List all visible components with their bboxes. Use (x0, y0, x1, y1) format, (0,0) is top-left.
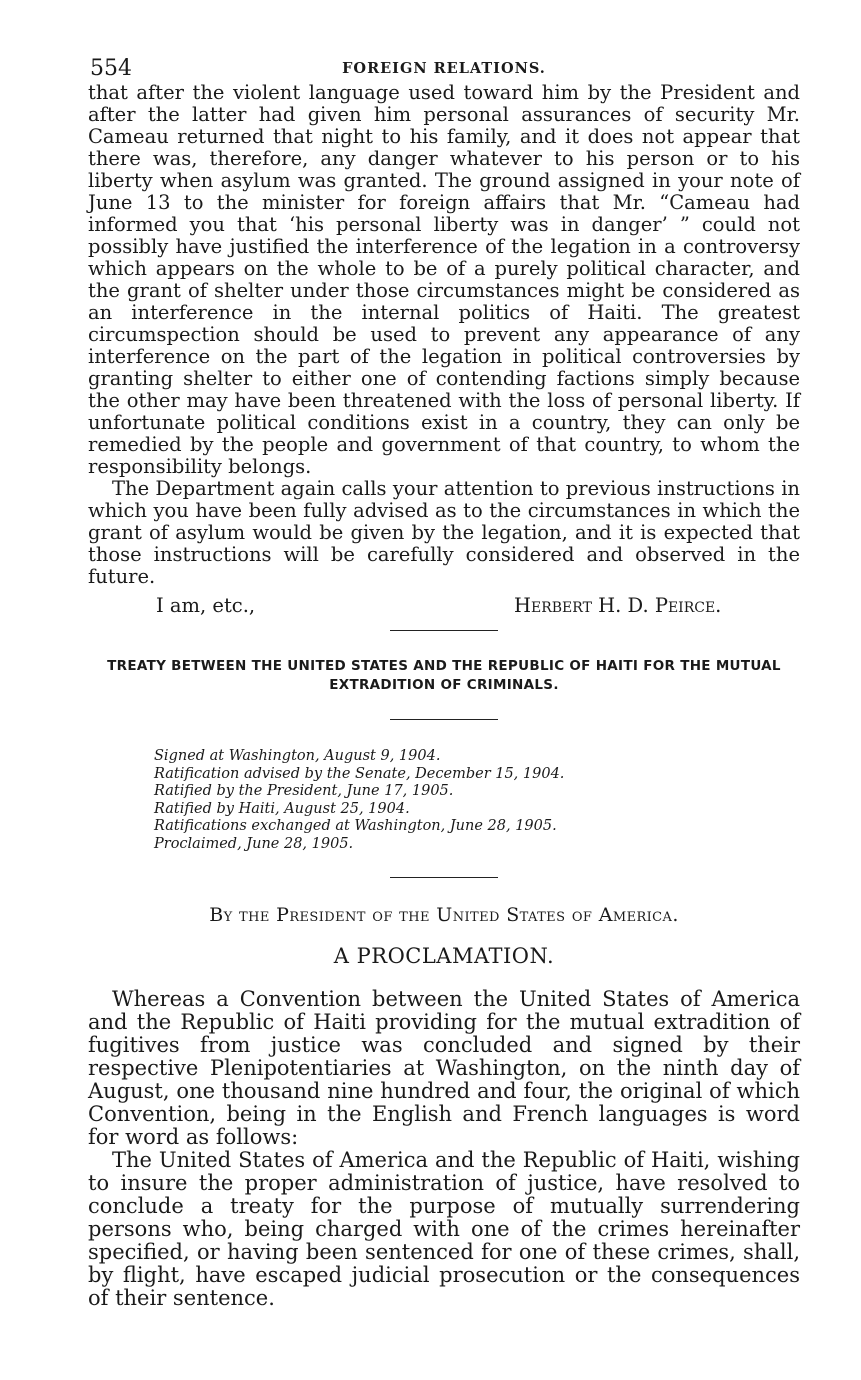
signature: Herbert H. D. Peirce. (514, 594, 722, 617)
treaty-dates (154, 748, 800, 853)
date-signed: Signed at Washington, August 9, 1904. (154, 748, 441, 764)
divider (390, 877, 498, 878)
proclamation-paragraph-2: The United States of America and the Republic of Haiti, wishing to insure the proper administration of justice, have resolved to conclude a treaty for the purpose of mutually surrendering persons who, being charged with one of the crimes hereinafter specified, or having been sentenced for one of these crimes, shall, by flight, have escaped judicial prosecution or the consequences of their sentence. (88, 1148, 800, 1310)
date-ratified-president: Ratified by the President, June 17, 1905. (154, 783, 454, 799)
date-senate-advice: Ratification advised by the Senate, December 15, 1904. (154, 765, 565, 782)
proclamation-by-line: By the President of the United States of America. (209, 904, 679, 926)
divider (390, 719, 498, 720)
date-ratified-haiti: Ratified by Haiti, August 25, 1904. (154, 800, 410, 817)
page-number: 554 (90, 56, 132, 81)
date-proclaimed: Proclaimed, June 28, 1905. (154, 835, 354, 852)
date-ratifications-exchanged: Ratifications exchanged at Washington, June 28, 1905. (154, 818, 557, 834)
treaty-title: TREATY BETWEEN THE UNITED STATES AND THE REPUBLIC OF HAITI FOR THE MUTUAL EXTRADITION OF CRIMINALS. (107, 658, 781, 693)
page-header (88, 50, 800, 82)
proclamation-heading: A PROCLAMATION. (333, 944, 555, 968)
proclamation-paragraph-1: Whereas a Convention between the United States of America and the Republic of Haiti providing for the mutual extradition of fugitives from justice was concluded and signed by their respective Plenipotentiaries at Washington, on the ninth day of August, one thousand nine hundred and four, the original of which Convention, being in the English and French languages is word for word as follows: (88, 987, 800, 1149)
document-page (88, 50, 800, 1310)
letter-paragraph-1: that after the violent language used toward him by the President and after the latter had given him personal assurances of security Mr. Cameau returned that night to his family, and it does not appear that there was, therefore, any danger whatever to his person or to his liberty when asylum was granted. The ground assigned in your note of June 13 to the minister for foreign affairs that Mr. “Cameau had informed you that ‘his personal liberty was in danger’ ” could not possibly have justified the interference of the legation in a controversy which appears on the whole to be of a purely political character, and the grant of shelter under those circumstances might be considered as an interference in the internal politics of Haiti. The greatest circumspection should be used to prevent any appearance of any interference on the part of the legation in political controversies by granting shelter to either one of contending factions simply because the other may have been threatened with the loss of personal liberty. If unfortunate political conditions exist in a country, they can only be remedied by the people and government of that country, to whom the responsibility belongs. (88, 81, 800, 478)
closing-salutation: I am, etc., (156, 594, 256, 617)
running-title: FOREIGN RELATIONS. (342, 60, 546, 77)
letter-paragraph-2: The Department again calls your attention to previous instructions in which you have been fully advised as to the circumstances in which the grant of asylum would be given by the legation, and it is expected that those instructions will be carefully considered and observed in the future. (88, 477, 800, 588)
letter-closing (88, 594, 800, 620)
divider (390, 630, 498, 631)
